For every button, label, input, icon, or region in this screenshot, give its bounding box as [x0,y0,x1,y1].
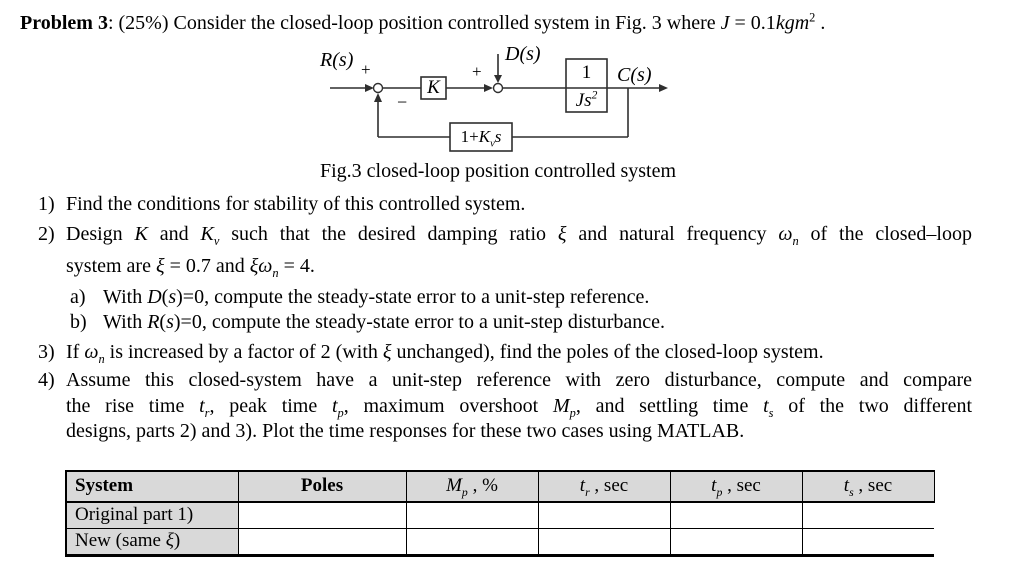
item-4-text-line-2: the rise time $t_r$, peak time $t_p$, maximum overshoot $M_p$, and settling time $t_s$ of the two different [66,394,973,420]
table-cell [670,502,802,529]
header-poles: Poles [238,471,406,502]
feedback-arrowhead [374,93,382,102]
plant-denominator-label: Js$^2$ [575,88,598,111]
list-item-2a [0,285,1024,310]
block-diagram [300,40,740,160]
table-cell [802,502,934,529]
table-cell [538,528,670,555]
output-arrowhead [659,84,668,92]
row-label-new: New (same ξ) [66,528,238,555]
item-2a-text: With D(s)=0, compute the steady-state error to a unit-step reference. [103,286,650,308]
list-item-2b [0,310,1024,335]
table-row-original [66,502,934,529]
figure-3 [0,36,1024,184]
disturbance-arrowhead [494,75,502,83]
item-3-number: 3) [38,341,55,363]
header-settling-time: $t_s$ , sec [802,471,934,502]
header-rise-time: $t_r$ , sec [538,471,670,502]
item-4-text-line-1: Assume this closed-system have a unit-step reference with zero disturbance, compute and compare [66,369,972,391]
sum1-plus-sign: + [361,60,371,79]
item-2b-number: b) [70,311,87,333]
input-signal-label: R(s) [320,49,354,71]
list-item-2 [0,220,1024,280]
header-system: System [66,471,238,502]
figure-caption: Fig.3 closed-loop position controlled system [319,160,677,182]
feedback-block-label: $1+K_vs$ [460,127,502,150]
item-4-text-line-3: designs, parts 2) and 3). Plot the time responses for these two cases using MATLAB. [66,420,745,442]
item-4-number: 4) [38,369,55,391]
table-cell [670,528,802,555]
item-3-text: If $\omega_n$ is increased by a factor of 2 (with ξ unchanged), find the poles of the closed-loop system. [66,341,824,366]
list-item-1 [0,190,1024,218]
sum1-minus-sign: − [397,92,408,112]
list-item-3 [0,338,1024,366]
summing-junction-2 [494,84,503,93]
item-1-text: Find the conditions for stability of this controlled system. [66,193,526,215]
input-arrowhead [365,84,374,92]
sum2-plus-sign: + [472,62,482,81]
item-2b-text: With R(s)=0, compute the steady-state error to a unit-step disturbance. [103,311,666,333]
list-item-4 [0,368,1024,445]
table-cell [406,502,538,529]
item-2-number: 2) [38,223,55,245]
disturbance-signal-label: D(s) [505,43,541,65]
summing-junction-1 [374,84,383,93]
item-2-text-line-1: Design K and $K_v$ such that the desired damping ratio ξ and natural frequency $\omega_n$ of the closed–loop [66,223,972,248]
item-1-number: 1) [38,193,55,215]
table-header-row [66,471,934,502]
problem-list [0,190,1024,445]
plant-numerator-label: 1 [581,62,592,83]
table-row-new [66,528,934,555]
table-cell [802,528,934,555]
item-2a-number: a) [70,286,86,308]
header-peak-time: $t_p$ , sec [670,471,802,502]
table-cell [238,528,406,555]
table-cell [406,528,538,555]
table-cell [238,502,406,529]
item-2-text-line-2: system are ξ = 0.7 and $\xi\omega_n = 4$. [66,255,315,280]
sum2-arrowhead [484,84,493,92]
controller-gain-label: K [427,77,440,98]
output-signal-label: C(s) [617,64,652,86]
header-overshoot: $M_p$ , % [406,471,538,502]
problem-title: Problem 3: (25%) Consider the closed-loop position controlled system in Fig. 3 where J = 0.1kgm$^2$ . [20,10,826,34]
row-label-original: Original part 1) [66,502,238,529]
results-table [65,470,935,557]
table-cell [538,502,670,529]
